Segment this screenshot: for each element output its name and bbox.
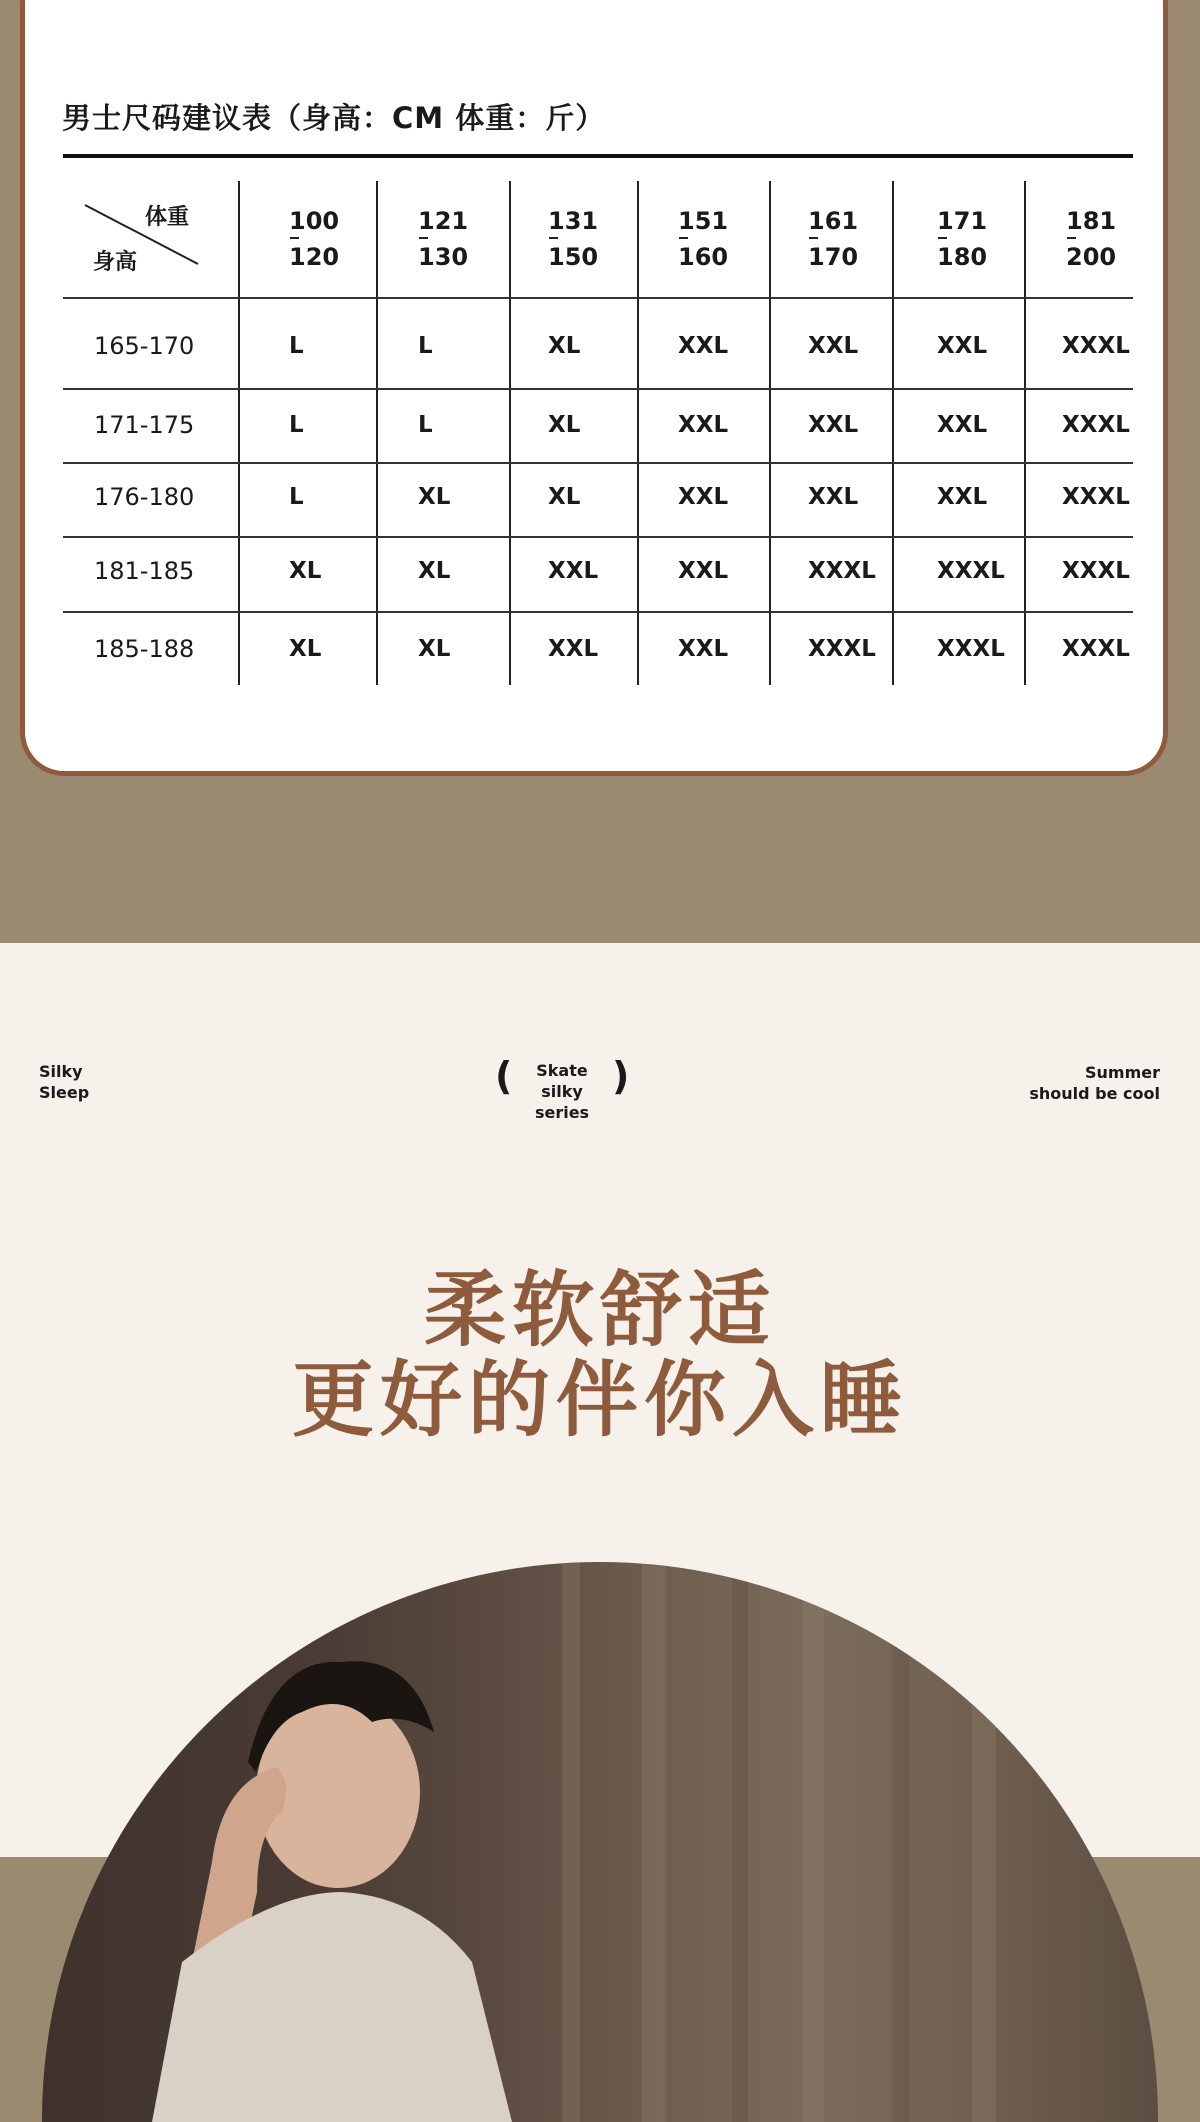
size-cell: XXL	[808, 484, 859, 510]
weight-range-dash	[1067, 237, 1076, 239]
corner-height-label: 身高	[93, 250, 138, 275]
close-paren: )	[612, 1054, 630, 1098]
weight-range-bottom: 120	[289, 243, 340, 271]
weight-range-header	[678, 204, 728, 274]
size-table-title: 男士尺码建议表（身高：CM 体重：斤）	[62, 101, 606, 135]
grid-hline	[63, 611, 1133, 613]
size-cell: XL	[289, 636, 322, 662]
tag-left-line1: Silky	[39, 1062, 83, 1081]
size-cell: XXL	[937, 333, 988, 359]
size-cell: XL	[418, 484, 451, 510]
size-cell: XL	[548, 333, 581, 359]
weight-range-dash	[549, 237, 558, 239]
grid-hline	[63, 388, 1133, 390]
grid-vline	[376, 181, 378, 685]
weight-range-dash	[809, 237, 818, 239]
height-range-cell: 185-188	[94, 635, 195, 663]
size-cell: XXXL	[1062, 558, 1130, 584]
weight-range-bottom: 130	[418, 243, 469, 271]
weight-range-top: 131	[548, 207, 599, 235]
open-paren: (	[495, 1054, 513, 1098]
size-cell: XXL	[937, 484, 988, 510]
tag-silky-sleep	[39, 1061, 89, 1103]
weight-range-dash	[938, 237, 947, 239]
weight-range-bottom: 170	[808, 243, 859, 271]
weight-range-bottom: 180	[937, 243, 988, 271]
grid-hline	[63, 536, 1133, 538]
size-cell: XXXL	[937, 558, 1005, 584]
size-cell: XXL	[678, 558, 729, 584]
size-cell: L	[289, 484, 304, 510]
weight-range-header	[1066, 204, 1116, 274]
size-cell: XXL	[678, 412, 729, 438]
tag-series	[495, 1054, 630, 1122]
size-cell: XXXL	[1062, 636, 1130, 662]
weight-range-header	[808, 204, 858, 274]
weight-range-top: 181	[1066, 207, 1117, 235]
weight-range-top: 171	[937, 207, 988, 235]
weight-range-bottom: 200	[1066, 243, 1117, 271]
size-cell: L	[418, 412, 433, 438]
grid-vline	[637, 181, 639, 685]
size-cell: XXXL	[1062, 412, 1130, 438]
grid-vline	[238, 181, 240, 685]
weight-range-header	[418, 204, 468, 274]
size-cell: L	[289, 412, 304, 438]
grid-vline	[769, 181, 771, 685]
tag-summer	[1029, 1062, 1160, 1104]
weight-range-header	[937, 204, 987, 274]
size-cell: XXXL	[1062, 333, 1130, 359]
size-cell: XXL	[937, 412, 988, 438]
size-cell: XXXL	[808, 558, 876, 584]
weight-range-top: 151	[678, 207, 729, 235]
size-cell: XL	[289, 558, 322, 584]
tag-left-line2: Sleep	[39, 1083, 90, 1102]
size-cell: XXL	[808, 412, 859, 438]
size-cell: XXL	[678, 636, 729, 662]
size-cell: XXL	[808, 333, 859, 359]
weight-range-bottom: 160	[678, 243, 729, 271]
tag-center-line2: series	[534, 1103, 590, 1122]
headline-line1: 柔软舒适	[423, 1263, 776, 1358]
size-cell: XXXL	[937, 636, 1005, 662]
size-cell: L	[289, 333, 304, 359]
tag-center-line1: Skate silky	[536, 1061, 588, 1101]
weight-range-dash	[419, 237, 428, 239]
weight-range-header	[289, 204, 339, 274]
size-cell: XL	[548, 412, 581, 438]
size-cell: XXL	[678, 484, 729, 510]
title-rule	[63, 154, 1133, 158]
weight-range-top: 161	[808, 207, 859, 235]
height-range-cell: 165-170	[94, 332, 195, 360]
tag-center-text	[517, 1060, 607, 1123]
headline-line2: 更好的伴你入睡	[291, 1353, 908, 1448]
size-cell: XXL	[548, 558, 599, 584]
size-cell: L	[418, 333, 433, 359]
height-range-cell: 181-185	[94, 557, 195, 585]
size-cell: XXL	[548, 636, 599, 662]
grid-vline	[509, 181, 511, 685]
size-cell: XXXL	[808, 636, 876, 662]
size-cell: XL	[548, 484, 581, 510]
grid-hline	[63, 297, 1133, 299]
size-cell: XXL	[678, 333, 729, 359]
grid-vline	[1024, 181, 1026, 685]
size-cell: XL	[418, 636, 451, 662]
tag-right-line1: Summer	[1085, 1063, 1160, 1082]
weight-range-top: 100	[289, 207, 340, 235]
height-range-cell: 176-180	[94, 483, 195, 511]
weight-range-dash	[290, 237, 299, 239]
weight-range-top: 121	[418, 207, 469, 235]
corner-weight-label: 体重	[145, 205, 190, 230]
weight-range-bottom: 150	[548, 243, 599, 271]
grid-vline	[892, 181, 894, 685]
weight-range-header	[548, 204, 598, 274]
tag-right-line2: should be cool	[1029, 1084, 1160, 1103]
size-cell: XXXL	[1062, 484, 1130, 510]
weight-range-dash	[679, 237, 688, 239]
size-cell: XL	[418, 558, 451, 584]
height-range-cell: 171-175	[94, 411, 195, 439]
grid-hline	[63, 462, 1133, 464]
